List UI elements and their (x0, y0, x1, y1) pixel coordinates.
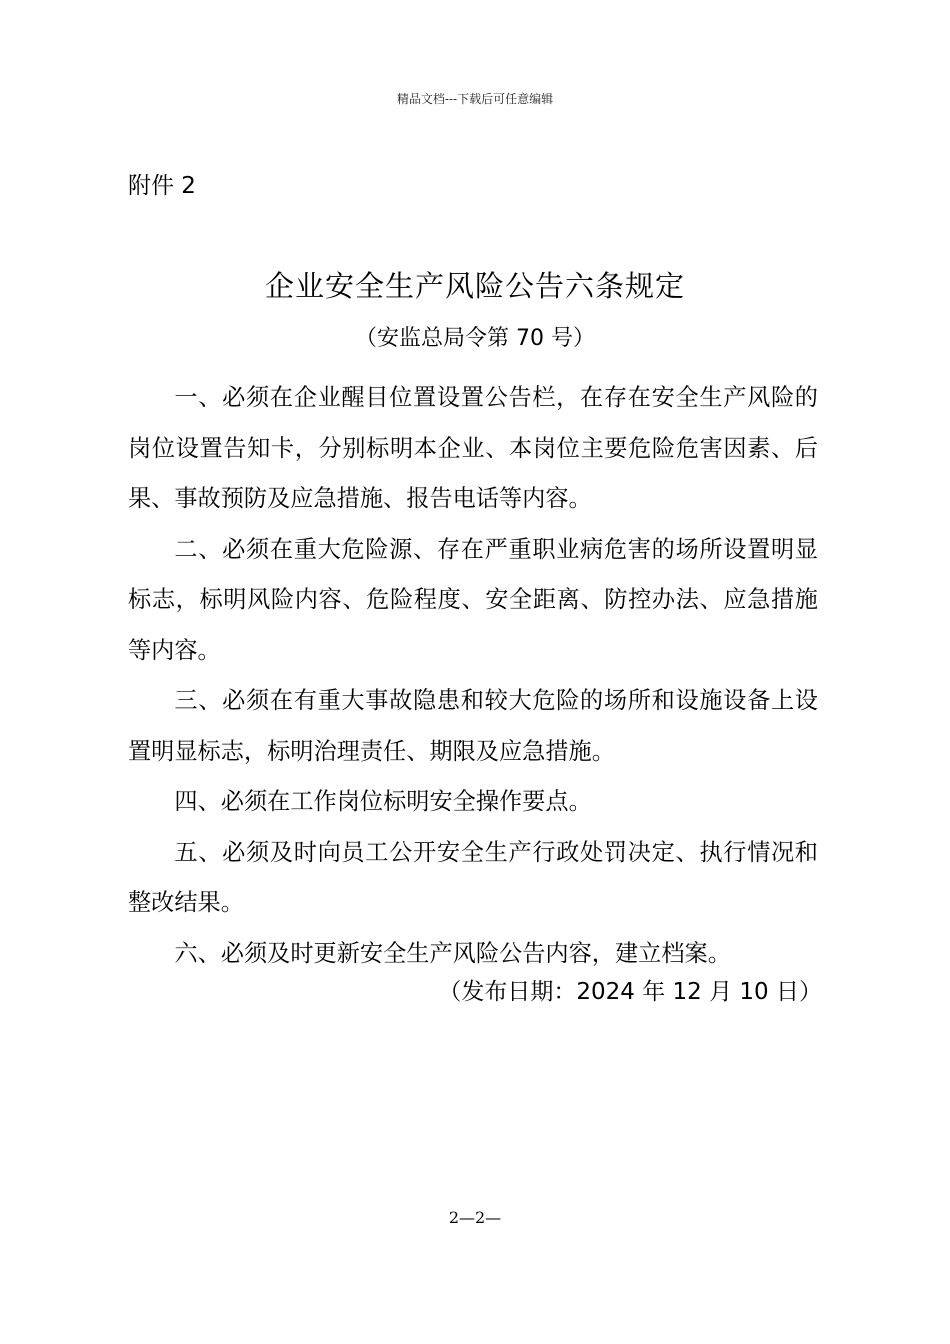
publish-date: （发布日期：2024 年 12 月 10 日） (438, 979, 822, 1005)
page-header: 精品文档---下载后可任意编辑 (396, 92, 554, 106)
page-number: 2—2— (448, 1208, 502, 1227)
regulation-item-1: 一、必须在企业醒目位置设置公告栏，在存在安全生产风险的岗位设置告知卡，分别标明本企业、本岗位主要危险危害因素、后果、事故预防及应急措施、报告电话等内容。 (128, 384, 818, 512)
regulation-item-4: 四、必须在工作岗位标明安全操作要点。 (174, 788, 592, 815)
document-title: 企业安全生产风险公告六条规定 (264, 269, 685, 303)
regulation-item-2: 二、必须在重大危险源、存在严重职业病危害的场所设置明显标志，标明风险内容、危险程度、安全距离、防控办法、应急措施等内容。 (128, 535, 818, 664)
regulation-item-5: 五、必须及时向员工公开安全生产行政处罚决定、执行情况和整改结果。 (128, 838, 818, 916)
document-subtitle: （安监总局令第 70 号） (355, 326, 595, 351)
regulation-item-6: 六、必须及时更新安全生产风险公告内容，建立档案。 (174, 939, 731, 967)
regulation-item-3: 三、必须在有重大事故隐患和较大危险的场所和设施设备上设置明显标志，标明治理责任、期限及应急措施。 (128, 687, 818, 765)
document-body (128, 373, 818, 979)
attachment-label: 附件 2 (128, 173, 196, 199)
